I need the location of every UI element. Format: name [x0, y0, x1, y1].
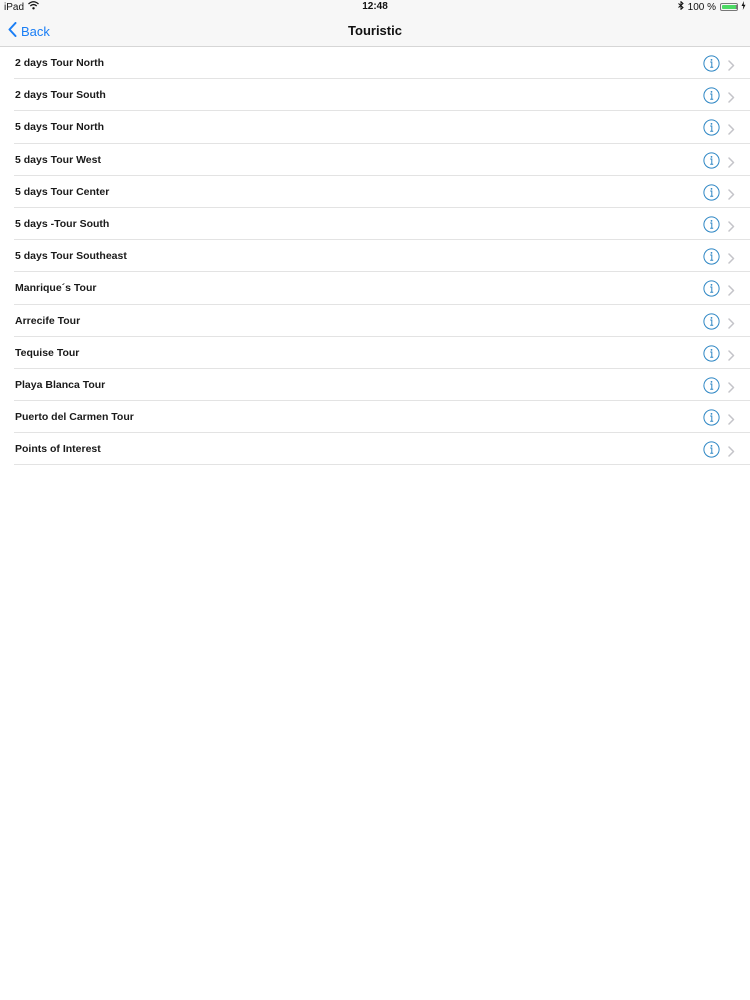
info-icon[interactable] — [703, 409, 720, 426]
chevron-right-icon — [728, 444, 735, 455]
status-time: 12:48 — [362, 1, 388, 12]
charging-icon — [741, 1, 746, 13]
list-item[interactable] — [0, 272, 750, 304]
list-item[interactable] — [0, 240, 750, 272]
tour-list — [0, 47, 750, 465]
info-icon[interactable] — [703, 184, 720, 201]
list-item-label: 5 days Tour Southeast — [15, 250, 127, 263]
chevron-right-icon — [728, 90, 735, 101]
list-item-label: Playa Blanca Tour — [15, 378, 106, 391]
list-item[interactable] — [0, 337, 750, 369]
chevron-right-icon — [728, 58, 735, 69]
list-item-label: 2 days Tour North — [15, 57, 105, 70]
list-item-label: 5 days Tour West — [15, 153, 101, 166]
chevron-right-icon — [728, 283, 735, 294]
list-item-label: Manrique´s Tour — [15, 282, 97, 295]
info-icon[interactable] — [703, 216, 720, 233]
list-item-label: 5 days Tour North — [15, 121, 105, 134]
list-item-label: Points of Interest — [15, 443, 101, 456]
list-item[interactable] — [0, 433, 750, 465]
navigation-bar — [0, 16, 750, 47]
chevron-right-icon — [728, 412, 735, 423]
battery-text: 100 % — [687, 1, 716, 13]
list-item[interactable] — [0, 111, 750, 143]
chevron-right-icon — [728, 380, 735, 391]
list-item-label: Arrecife Tour — [15, 314, 81, 327]
bluetooth-icon — [678, 1, 684, 13]
device-name: iPad — [4, 1, 25, 13]
list-item[interactable] — [0, 401, 750, 433]
chevron-right-icon — [728, 187, 735, 198]
list-item-label: 5 days Tour Center — [15, 185, 110, 198]
info-icon[interactable] — [703, 152, 720, 169]
list-item[interactable] — [0, 208, 750, 240]
info-icon[interactable] — [703, 87, 720, 104]
info-icon[interactable] — [703, 248, 720, 265]
list-item[interactable] — [0, 79, 750, 111]
back-label: Back — [21, 23, 50, 39]
info-icon[interactable] — [703, 55, 720, 72]
list-item[interactable] — [0, 144, 750, 176]
page-title: Touristic — [348, 23, 402, 38]
battery-fill — [722, 5, 736, 9]
info-icon[interactable] — [703, 377, 720, 394]
chevron-right-icon — [728, 122, 735, 133]
chevron-right-icon — [728, 316, 735, 327]
info-icon[interactable] — [703, 119, 720, 136]
status-right — [678, 1, 746, 13]
chevron-right-icon — [728, 251, 735, 262]
status-bar — [0, 0, 750, 16]
chevron-right-icon — [728, 348, 735, 359]
info-icon[interactable] — [703, 441, 720, 458]
battery-icon — [720, 3, 737, 11]
info-icon[interactable] — [703, 345, 720, 362]
list-item-label: 2 days Tour South — [15, 89, 106, 102]
list-item-label: 5 days -Tour South — [15, 218, 110, 231]
chevron-right-icon — [728, 155, 735, 166]
list-item[interactable] — [0, 176, 750, 208]
chevron-right-icon — [728, 219, 735, 230]
list-item[interactable] — [0, 47, 750, 79]
list-item-label: Tequise Tour — [15, 346, 80, 359]
info-icon[interactable] — [703, 280, 720, 297]
list-item[interactable] — [0, 369, 750, 401]
info-icon[interactable] — [703, 313, 720, 330]
list-item[interactable] — [0, 305, 750, 337]
list-item-label: Puerto del Carmen Tour — [15, 411, 134, 424]
